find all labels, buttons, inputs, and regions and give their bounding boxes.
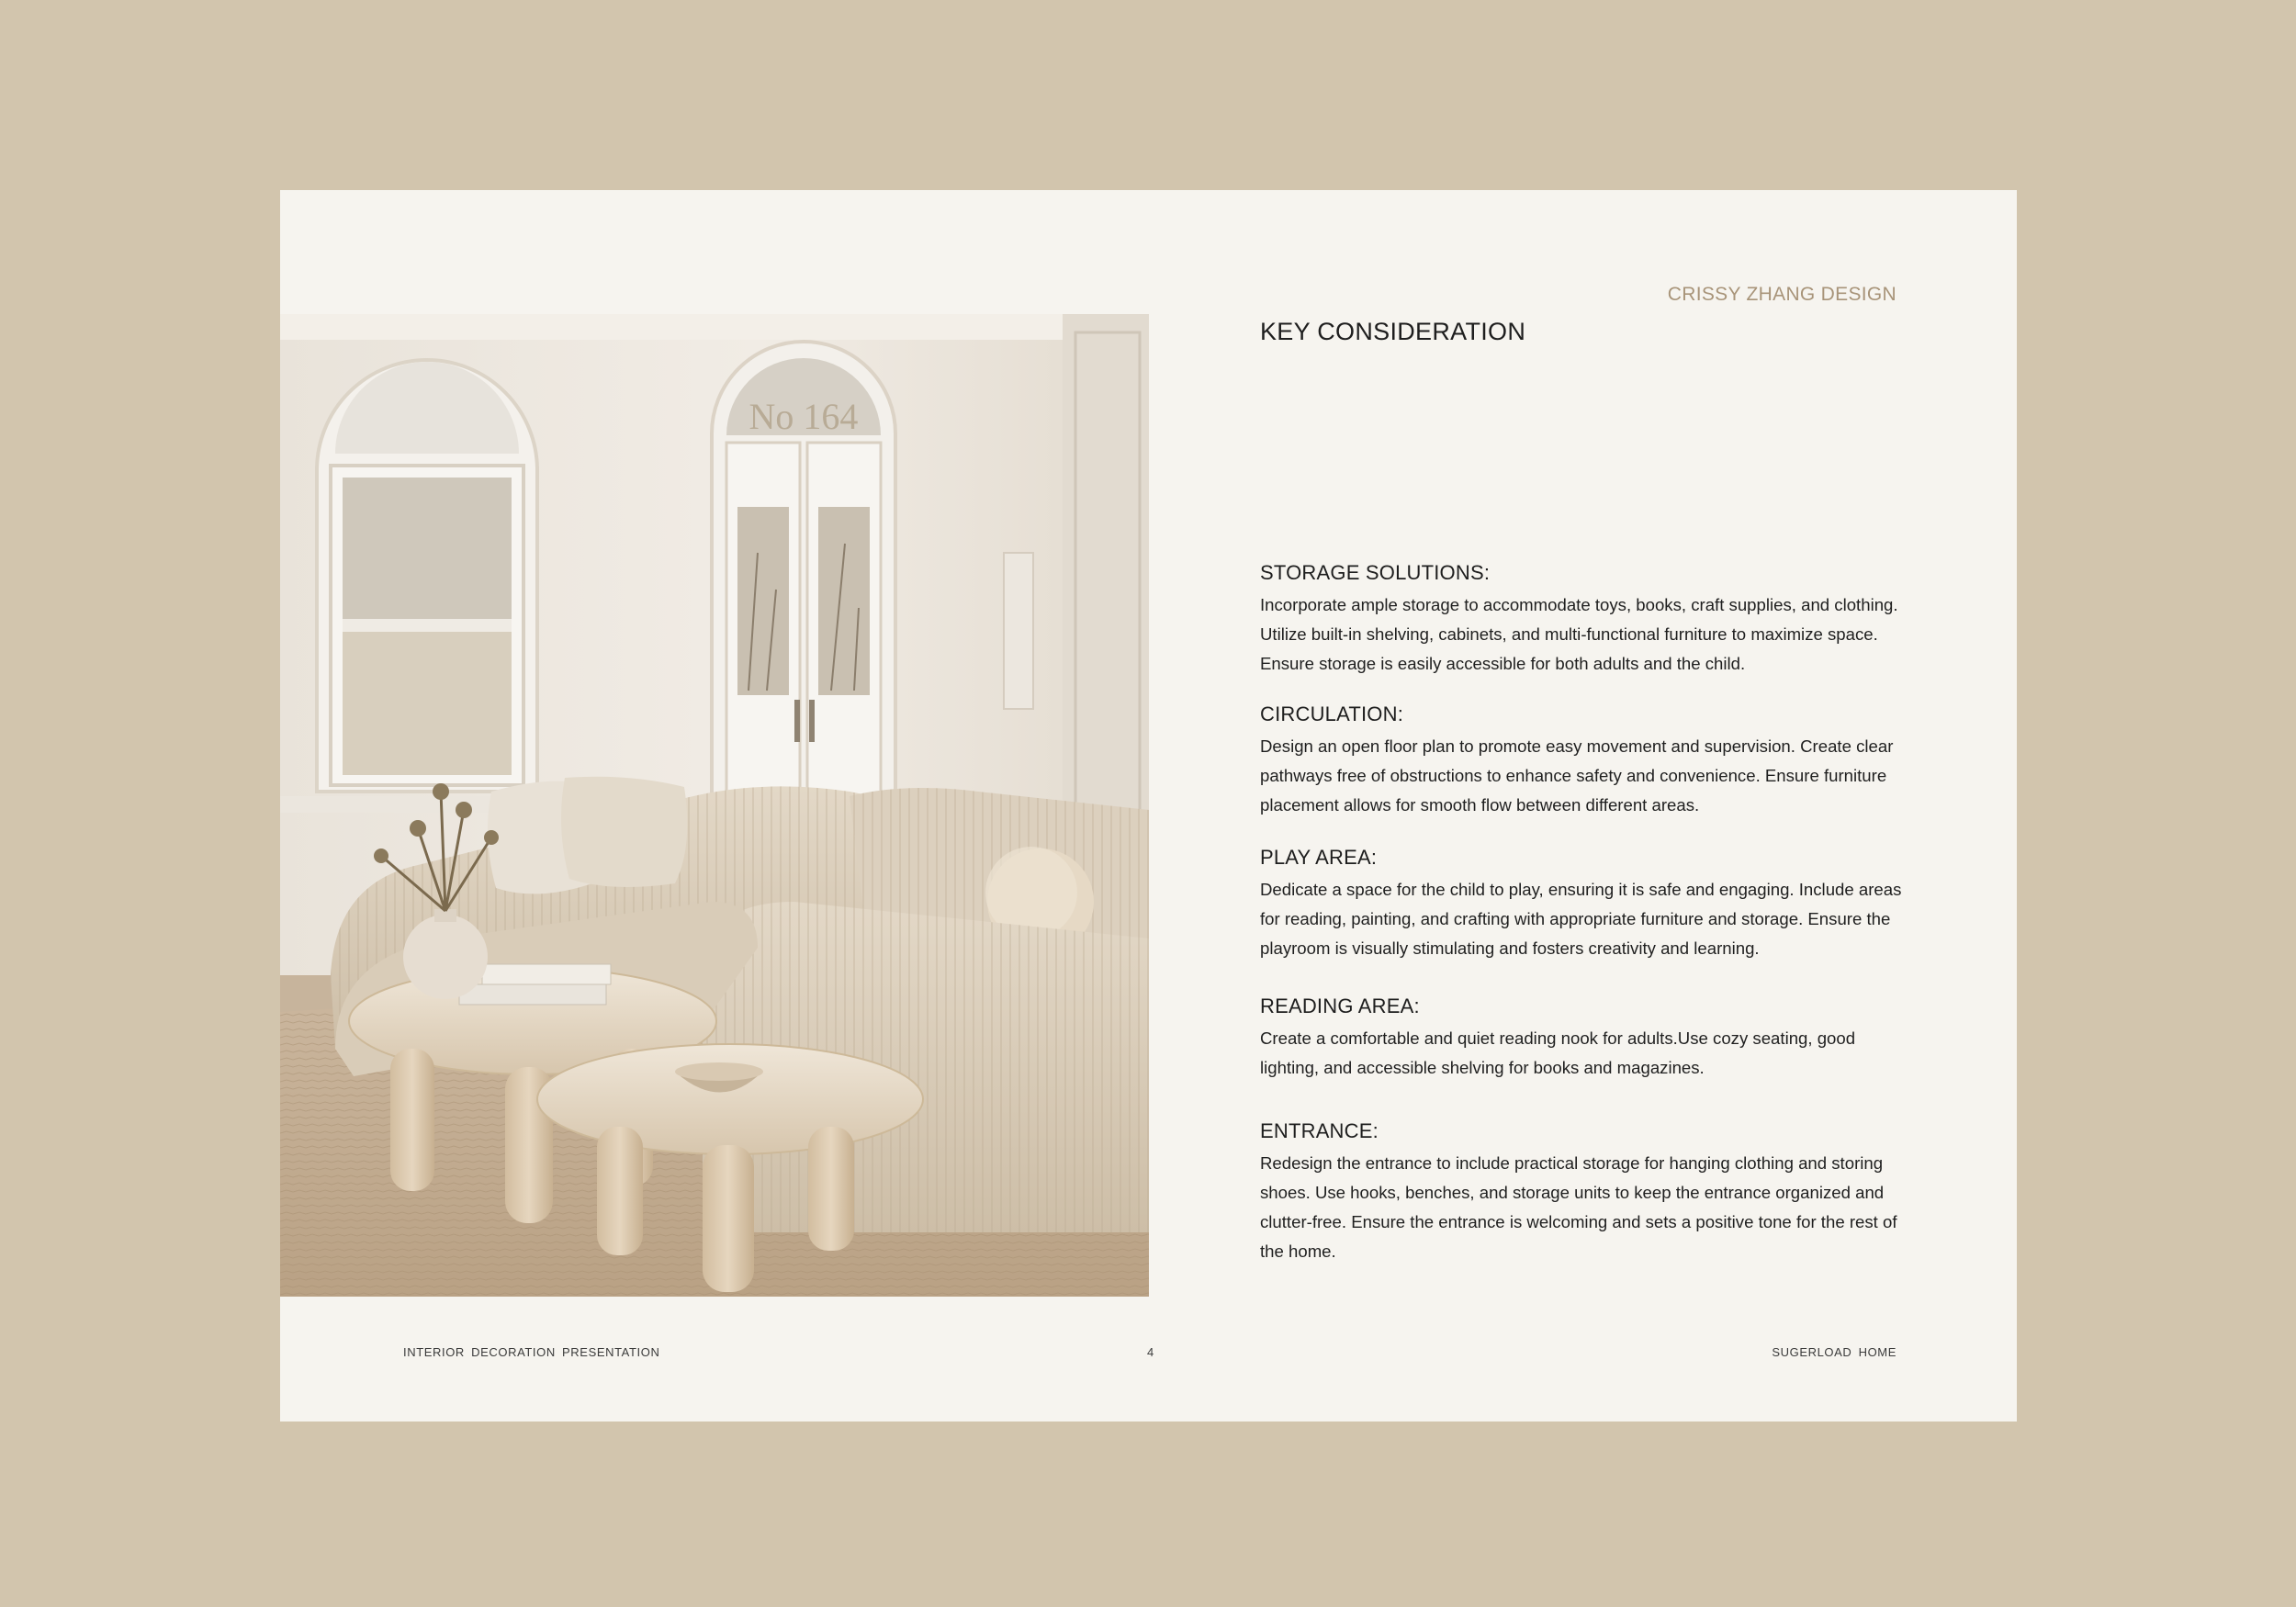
section-storage-solutions xyxy=(1260,561,1903,679)
section-heading: STORAGE SOLUTIONS: xyxy=(1260,561,1491,584)
section-heading: READING AREA: xyxy=(1260,995,1420,1017)
section-reading-area xyxy=(1260,995,1903,1083)
living-room-photo xyxy=(280,314,1149,1297)
section-circulation xyxy=(1260,702,1903,820)
brand-name: CRISSY ZHANG DESIGN xyxy=(1667,284,1896,305)
section-body: Dedicate a space for the child to play, ensuring it is safe and engaging. Include areas for reading, painting, and crafting with appropriate furniture and storage. Ensure the playroom is visually stimulating and fosters creativity and learning. xyxy=(1260,880,1902,958)
footer-page-number: 4 xyxy=(1147,1345,1154,1359)
section-heading: ENTRANCE: xyxy=(1260,1119,1379,1142)
section-heading: PLAY AREA: xyxy=(1260,846,1378,869)
page-title: KEY CONSIDERATION xyxy=(1260,318,1526,345)
section-heading: CIRCULATION: xyxy=(1260,702,1404,725)
section-play-area xyxy=(1260,846,1903,963)
section-body: Redesign the entrance to include practical storage for hanging clothing and storing shoes. Use hooks, benches, and storage units to keep the entrance organized and clutter-free. Ensure the entrance is welcoming and sets a positive tone for the rest of the home. xyxy=(1260,1153,1897,1261)
considerations-list xyxy=(1260,561,1903,1266)
section-entrance xyxy=(1260,1119,1903,1266)
section-body: Create a comfortable and quiet reading nook for adults.Use cozy seating, good lighting, and accessible shelving for books and magazines. xyxy=(1260,1028,1856,1077)
presentation-page xyxy=(280,190,2017,1422)
section-body: Design an open floor plan to promote easy movement and supervision. Create clear pathways free of obstructions to enhance safety and convenience. Ensure furniture placement allows for smooth flow between different areas. xyxy=(1260,736,1894,815)
section-body: Incorporate ample storage to accommodate toys, books, craft supplies, and clothing. Utilize built-in shelving, cabinets, and multi-functional furniture to maximize space. Ensure storage is easily accessible for both adults and the child. xyxy=(1260,595,1898,673)
svg-text:No 164: No 164 xyxy=(748,396,859,437)
footer-document-title: INTERIOR DECORATION PRESENTATION xyxy=(403,1345,660,1359)
footer-company-name: SUGERLOAD HOME xyxy=(1772,1345,1896,1359)
